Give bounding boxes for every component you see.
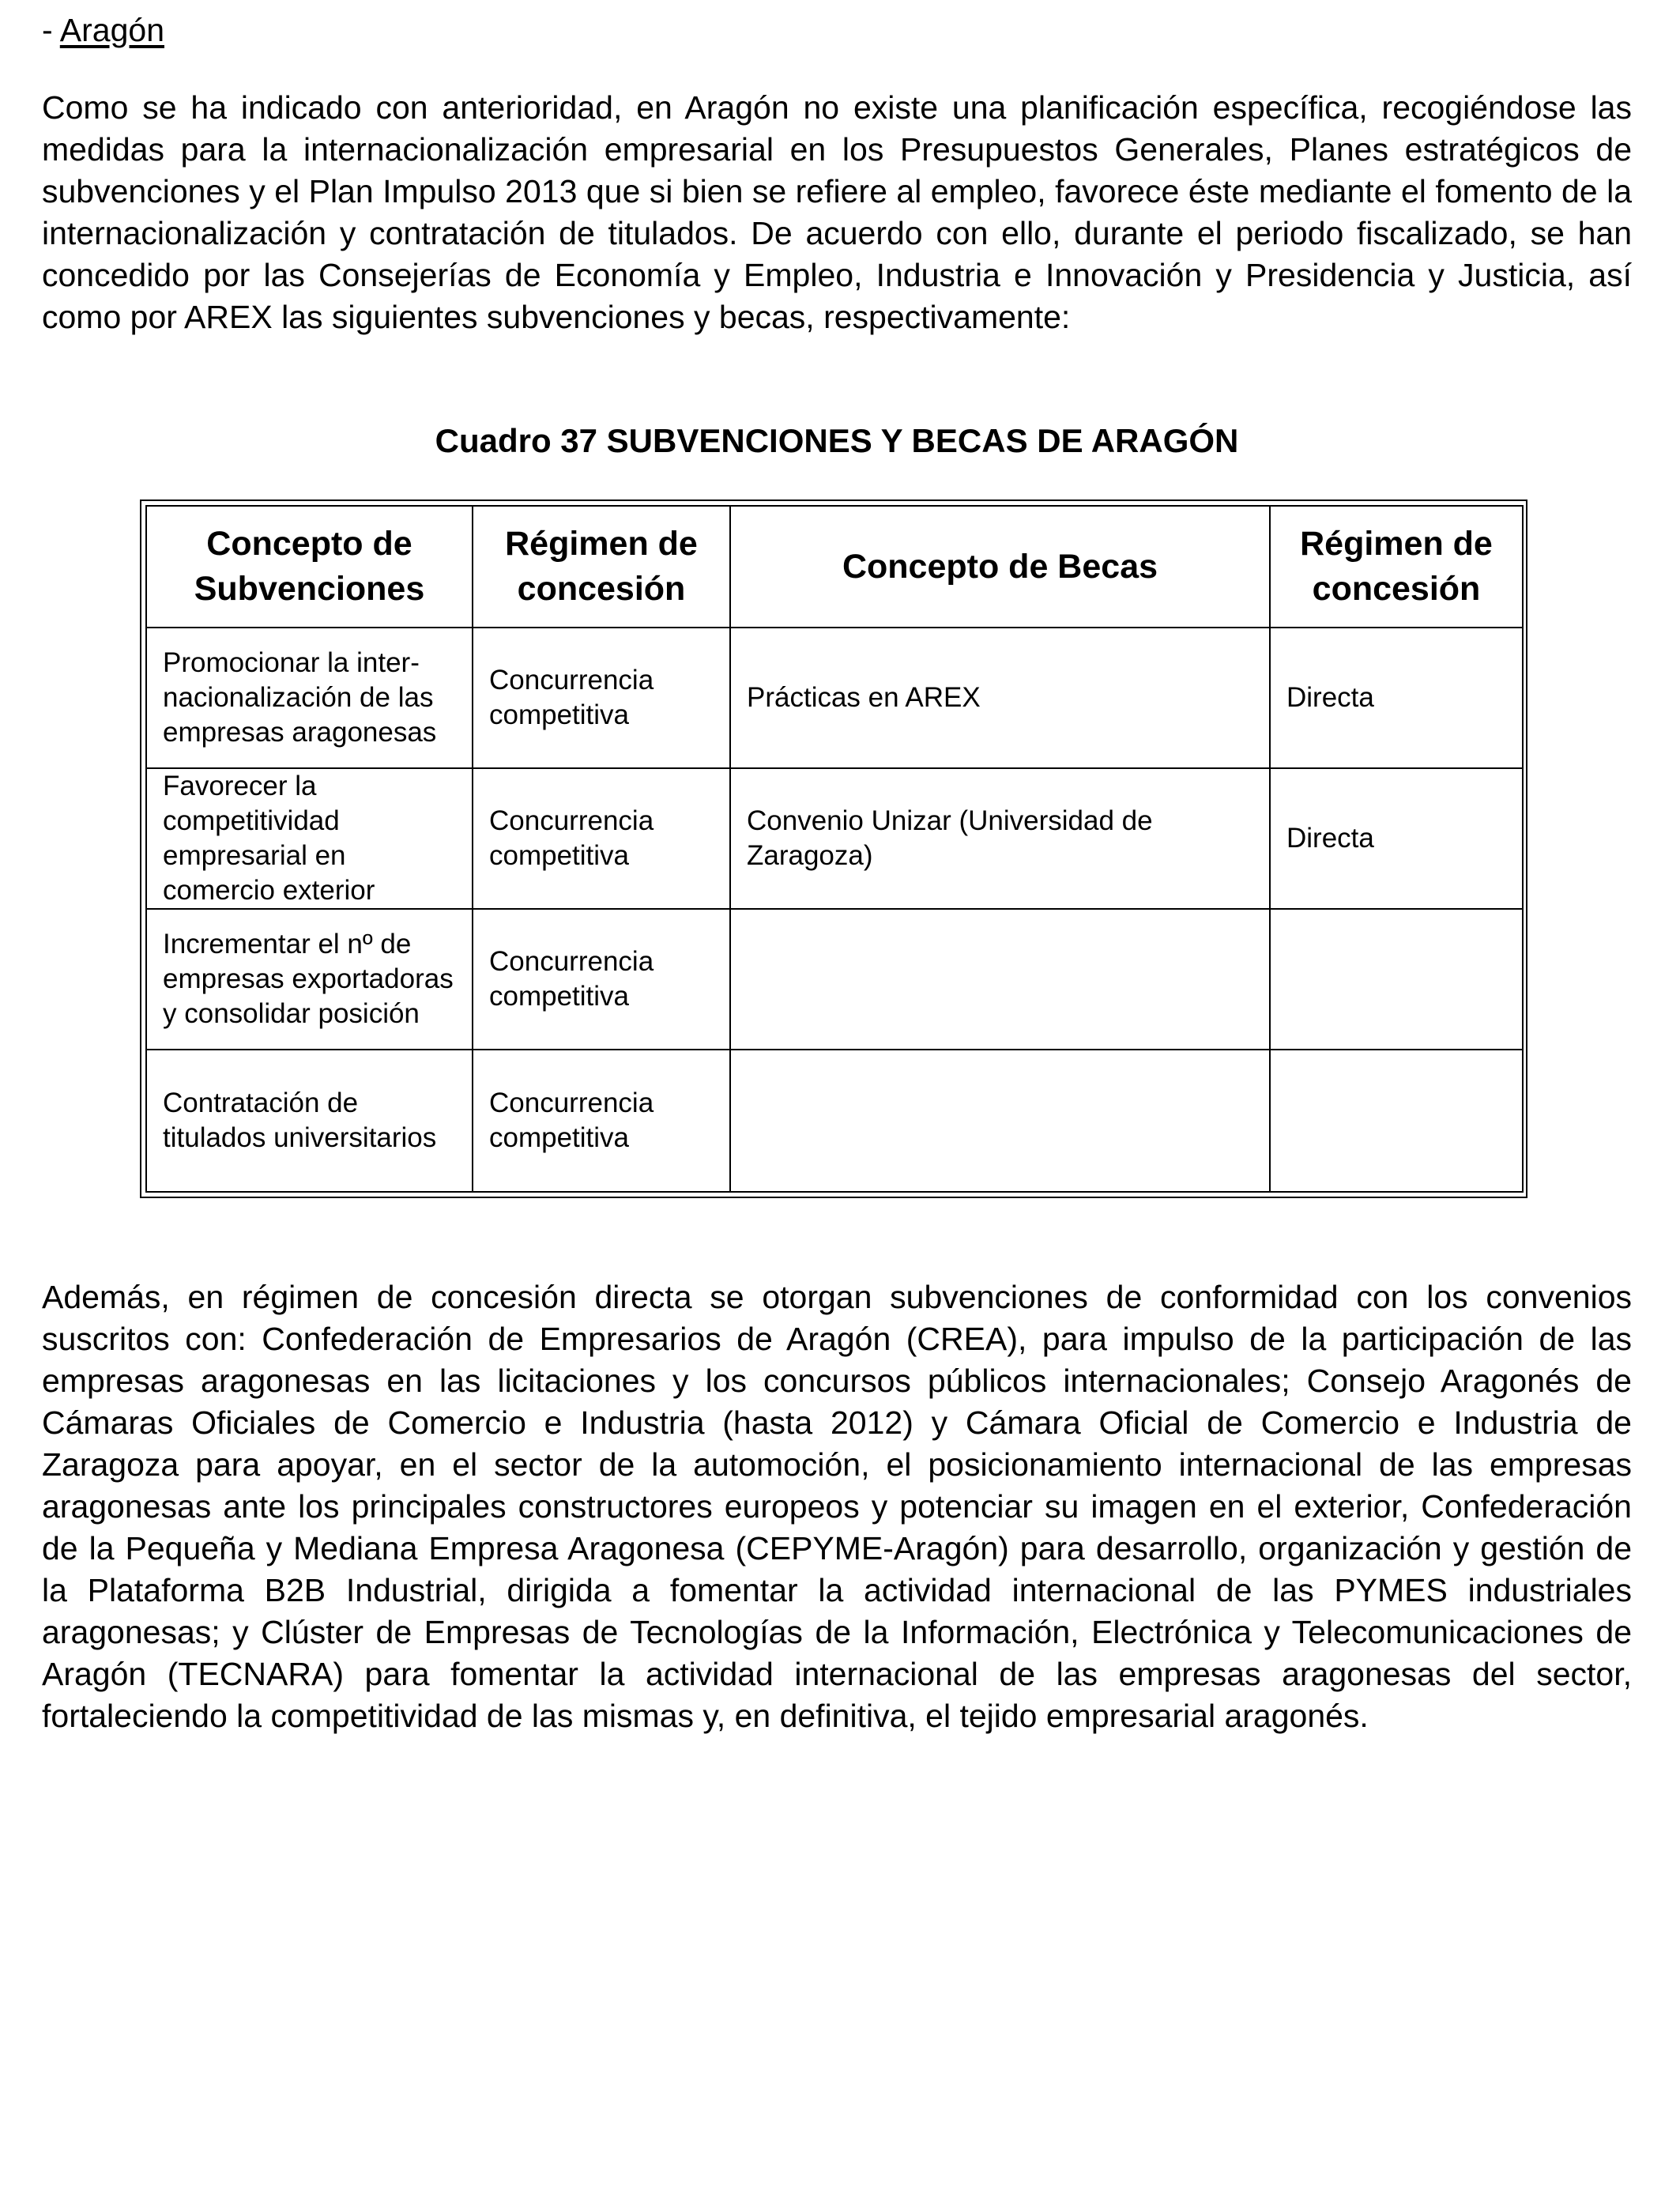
table-cell: Directa	[1270, 768, 1523, 909]
table-row	[146, 1050, 1523, 1192]
table-row	[146, 768, 1523, 909]
header-regimen-becas: Régimen de concesión	[1270, 506, 1523, 628]
table-header-row	[146, 506, 1523, 628]
table-cell: Directa	[1270, 628, 1523, 768]
table-cell: Convenio Unizar (Universidad de Zaragoza)	[730, 768, 1270, 909]
table-caption: Cuadro 37 SUBVENCIONES Y BECAS DE ARAGÓN	[435, 422, 1239, 459]
subsidies-table	[145, 505, 1524, 1193]
header-concepto-subvenciones: Concepto de Subvenciones	[146, 506, 473, 628]
header-concepto-becas: Concepto de Becas	[730, 506, 1270, 628]
section-title: Aragón	[59, 12, 165, 48]
table-cell: Concurrencia competitiva	[473, 909, 730, 1050]
table-cell: Incrementar el nº de empresas exportadoras y consolidar posición	[146, 909, 473, 1050]
table-row	[146, 909, 1523, 1050]
closing-paragraph: Además, en régimen de concesión directa se otorgan subvenciones de conformidad con los convenios suscritos con: Confederación de Empresarios de Aragón (CREA), para impulso de la participación de las empresas aragonesas en las licitaciones y los concursos públicos internacionales; Consejo Aragonés de Cámaras Oficiales de Comercio e Industria (hasta 2012) y Cámara Oficial de Comercio e Industria de Zaragoza para apoyar, en el sector de la automoción, el posicionamiento internacional de las empresas aragonesas ante los principales constructores europeos y potenciar su imagen en el exterior, Confederación de la Pequeña y Mediana Empresa Aragonesa (CEPYME-Aragón) para desarrollo, organización y gestión de la Plataforma B2B Industrial, dirigida a fomentar la actividad internacional de las PYMES industriales aragonesas; y Clúster de Empresas de Tecnologías de la Información, Electrónica y Telecomunicaciones de Aragón (TECNARA) para fomentar la actividad internacional de las empresas aragonesas del sector, fortaleciendo la competitividad de las mismas y, en definitiva, el tejido empresarial aragonés.	[42, 1279, 1632, 1734]
table-cell: Favorecer la competitividad empresarial en comercio exterior	[146, 768, 473, 909]
header-regimen-subvenciones: Régimen de concesión	[473, 506, 730, 628]
table-cell: Concurrencia competitiva	[473, 1050, 730, 1192]
intro-paragraph: Como se ha indicado con anterioridad, en Aragón no existe una planificación específica, recogiéndose las medidas para la internacionalización empresarial en los Presupuestos Generales, Planes estratégicos de subvenciones y el Plan Impulso 2013 que si bien se refiere al empleo, favorece éste mediante el fomento de la internacionalización y contratación de titulados. De acuerdo con ello, durante el periodo fiscalizado, se han concedido por las Consejerías de Economía y Empleo, Industria e Innovación y Presidencia y Justicia, así como por AREX las siguientes subvenciones y becas, respectivamente:	[42, 89, 1632, 335]
table-cell: Contratación de titulados universitarios	[146, 1050, 473, 1192]
table-cell: Concurrencia competitiva	[473, 628, 730, 768]
section-heading	[42, 9, 164, 51]
table-cell	[1270, 909, 1523, 1050]
table-cell: Promocionar la inter-nacionalización de las empresas aragonesas	[146, 628, 473, 768]
table-cell	[730, 1050, 1270, 1192]
table-cell	[730, 909, 1270, 1050]
table-frame	[140, 499, 1527, 1198]
section-prefix: -	[42, 12, 60, 48]
table-cell: Prácticas en AREX	[730, 628, 1270, 768]
table-cell	[1270, 1050, 1523, 1192]
table-row	[146, 628, 1523, 768]
table-cell: Concurrencia competitiva	[473, 768, 730, 909]
